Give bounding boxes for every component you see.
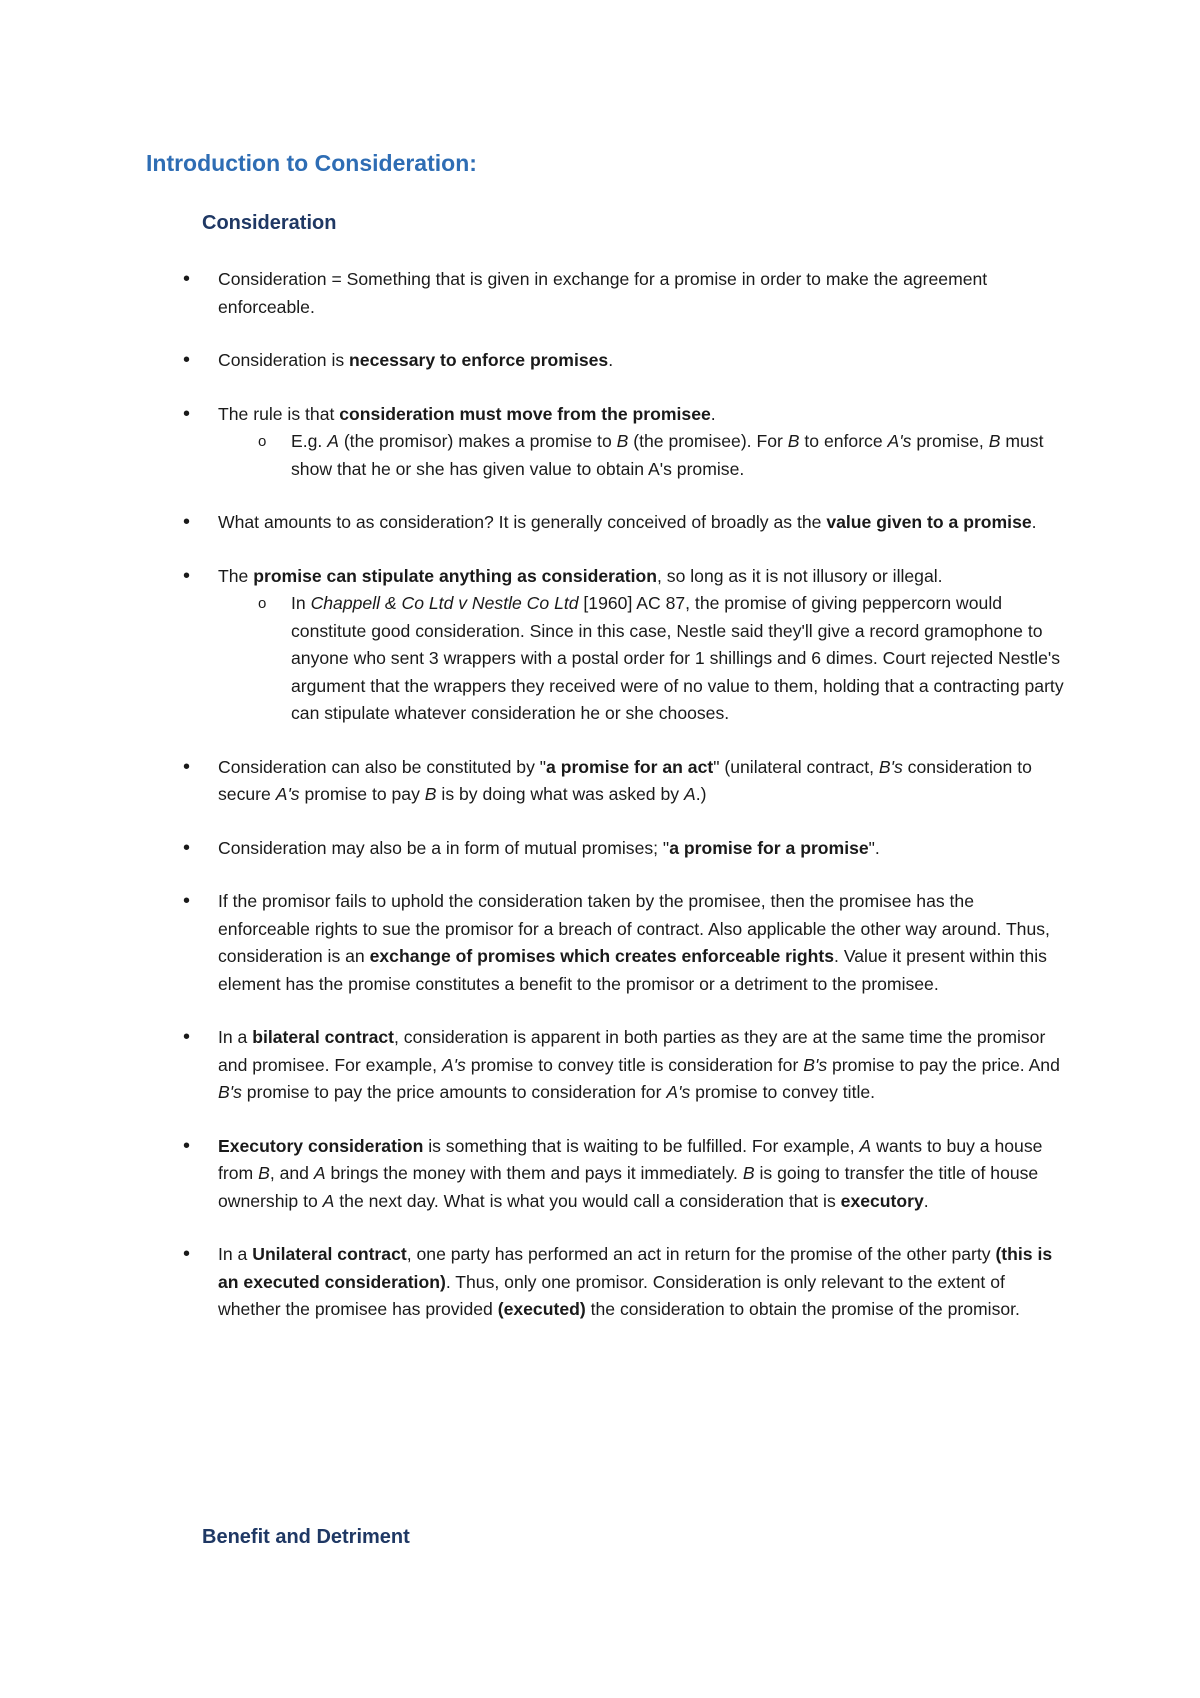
bullet-icon: • bbox=[183, 268, 191, 290]
list-item bbox=[0, 563, 1200, 728]
list-item bbox=[0, 401, 1200, 484]
bullet-icon: • bbox=[183, 402, 191, 425]
list-item-text: Consideration = Something that is given in exchange for a promise in order to make the agreement enforceable. bbox=[218, 269, 988, 317]
section-heading-benefit-and-detriment: Benefit and Detriment bbox=[202, 1526, 410, 1548]
bullet-icon: • bbox=[183, 1026, 191, 1048]
list-item bbox=[0, 266, 1200, 321]
bullet-icon: • bbox=[183, 1243, 191, 1265]
list-item-text: Consideration is necessary to enforce promises. bbox=[218, 350, 614, 370]
list-item bbox=[0, 888, 1200, 998]
bullet-icon: • bbox=[183, 755, 191, 778]
list-item-text: If the promisor fails to uphold the consideration taken by the promisee, then the promisee has the enforceable rights to sue the promisor for a breach of contract. Also applicable the other way around. Thus, consideration is an exchange of promises which creates enforceable rights. Value it present within this element has the promise constitutes a benefit to the promisor or a detriment to the promisee. bbox=[218, 891, 1050, 994]
list-item-text: In a Unilateral contract, one party has performed an act in return for the promise of the other party (this is an executed consideration). Thus, only one promisor. Consideration is only relevant to the extent of whether the promisee has provided (executed) the consideration to obtain the promise of the promisor. bbox=[218, 1244, 1053, 1319]
bullet-icon: • bbox=[183, 890, 191, 912]
bullet-icon: • bbox=[183, 1134, 191, 1157]
list-item-text: The promise can stipulate anything as consideration, so long as it is not illusory or illegal. bbox=[218, 565, 943, 586]
list-item-text: Consideration can also be constituted by "a promise for an act" (unilateral contract, B's consideration to secure A's promise to pay B is by doing what was asked by A.) bbox=[218, 756, 1032, 804]
list-item bbox=[0, 347, 1200, 375]
list-item bbox=[0, 509, 1200, 537]
bullet-icon: • bbox=[183, 511, 191, 533]
bullet-icon: • bbox=[183, 564, 191, 587]
list-item bbox=[0, 1133, 1200, 1216]
list-item bbox=[0, 1241, 1200, 1324]
page-title: Introduction to Consideration: bbox=[146, 150, 477, 176]
list-item-text: What amounts to as consideration? It is generally conceived of broadly as the value given to a promise. bbox=[218, 512, 1037, 532]
list-item bbox=[0, 1024, 1200, 1107]
list-item-text: In a bilateral contract, consideration is apparent in both parties as they are at the same time the promisor and promisee. For example, A's promise to convey title is consideration for B's promise to pay the price. And B's promise to pay the price amounts to consideration for A's promise to convey title. bbox=[218, 1027, 1060, 1102]
list-item bbox=[0, 835, 1200, 863]
bullet-list bbox=[0, 266, 1200, 1324]
bullet-icon: • bbox=[183, 836, 191, 859]
list-item-text: Executory consideration is something that is waiting to be fulfilled. For example, A wants to buy a house from B, and A brings the money with them and pays it immediately. B is going to transfer the title of house ownership to A the next day. What is what you would call a consideration that is executory. bbox=[218, 1135, 1043, 1211]
hollow-bullet-icon: o bbox=[258, 433, 267, 450]
sub-list-item-text: E.g. A (the promisor) makes a promise to B (the promisee). For B to enforce A's promise, B must show that he or she has given value to obtain A's promise. bbox=[291, 431, 1044, 479]
list-item-text: Consideration may also be a in form of mutual promises; "a promise for a promise". bbox=[218, 837, 880, 858]
sub-list-item-text: In Chappell & Co Ltd v Nestle Co Ltd [1960] AC 87, the promise of giving peppercorn would constitute good consideration. Since in this case, Nestle said they'll give a record gramophone to anyone who sent 3 wrappers with a postal order for 1 shillings and 6 dimes. Court rejected Nestle's argument that the wrappers they received were of no value to them, holding that a contracting party can stipulate whatever consideration he or she chooses. bbox=[291, 593, 1064, 723]
sub-list-item bbox=[218, 590, 1070, 728]
section-heading-consideration: Consideration bbox=[202, 212, 337, 234]
sub-list-item bbox=[218, 428, 1070, 483]
list-item-text: The rule is that consideration must move from the promisee. bbox=[218, 403, 716, 424]
list-item bbox=[0, 754, 1200, 809]
bullet-icon: • bbox=[183, 349, 191, 371]
hollow-bullet-icon: o bbox=[258, 595, 267, 612]
